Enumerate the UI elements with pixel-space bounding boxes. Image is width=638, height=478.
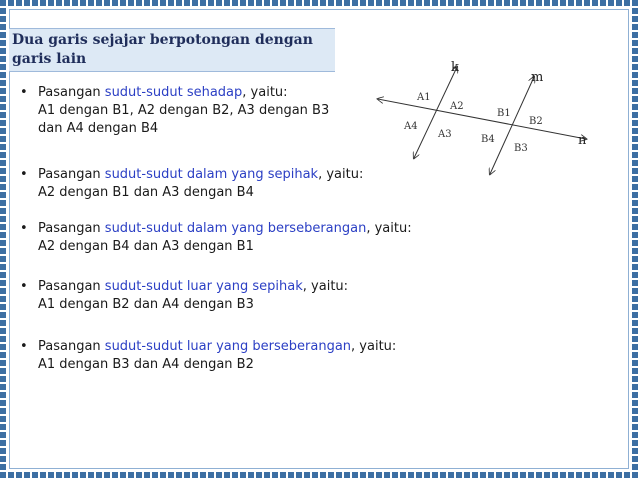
- list-item-text: [38, 166, 422, 202]
- item-highlight: sudut-sudut dalam yang berseberangan: [104, 221, 367, 236]
- item-line-2: A2 dengan B1 dan A3 dengan B4: [38, 185, 254, 200]
- item-line-2: A1 dengan B1, A2 dengan B2, A3 dengan B3: [38, 103, 330, 118]
- item-suffix: , yaitu:: [366, 221, 412, 236]
- list-item-text: [38, 220, 422, 256]
- title-box: [9, 28, 335, 72]
- slide-title: Dua garis sejajar berpotongan dengan garis lain: [12, 32, 313, 67]
- item-highlight: sudut-sudut dalam yang sepihak: [104, 167, 319, 182]
- item-line-2: A2 dengan B4 dan A3 dengan B1: [38, 239, 254, 254]
- list-item-text: [38, 338, 422, 374]
- line-n: [378, 99, 586, 139]
- slide-border-right: [632, 0, 638, 478]
- item-prefix: Pasangan: [38, 221, 105, 236]
- slide-border-bottom: [0, 472, 638, 478]
- item-suffix: , yaitu:: [302, 279, 349, 294]
- bullet-icon: •: [20, 339, 28, 354]
- label-k: k: [451, 60, 459, 75]
- item-suffix: , yaitu:: [351, 339, 397, 354]
- item-line-2: A1 dengan B3 dan A4 dengan B2: [38, 357, 254, 372]
- angle-diagram: [368, 58, 598, 188]
- item-suffix: , yaitu:: [242, 85, 288, 100]
- item-line-3: dan A4 dengan B4: [38, 121, 159, 136]
- label-n: n: [578, 133, 587, 148]
- item-highlight: sudut-sudut sehadap: [104, 85, 243, 100]
- item-highlight: sudut-sudut luar yang sepihak: [104, 279, 303, 294]
- label-m: m: [531, 70, 544, 85]
- item-prefix: Pasangan: [38, 167, 105, 182]
- label-b4: B4: [481, 134, 495, 145]
- slide-border-left: [0, 0, 6, 478]
- bullet-icon: •: [20, 167, 28, 182]
- bullet-icon: •: [20, 221, 28, 236]
- bullet-icon: •: [20, 279, 28, 294]
- label-b2: B2: [529, 116, 543, 127]
- label-a2: A2: [450, 101, 464, 112]
- item-suffix: , yaitu:: [318, 167, 364, 182]
- bullet-icon: •: [20, 85, 28, 100]
- label-a4: A4: [404, 121, 418, 132]
- list-item-text: [38, 84, 422, 138]
- label-b1: B1: [497, 108, 511, 119]
- label-b3: B3: [514, 143, 528, 154]
- list-item-text: [38, 278, 422, 314]
- item-prefix: Pasangan: [38, 85, 105, 100]
- item-prefix: Pasangan: [38, 279, 105, 294]
- item-prefix: Pasangan: [38, 339, 105, 354]
- item-line-2: A1 dengan B2 dan A4 dengan B3: [38, 297, 254, 312]
- line-m: [490, 77, 534, 174]
- label-a1: A1: [417, 92, 431, 103]
- label-a3: A3: [438, 129, 452, 140]
- slide-border-top: [0, 0, 638, 6]
- item-highlight: sudut-sudut luar yang berseberangan: [104, 339, 352, 354]
